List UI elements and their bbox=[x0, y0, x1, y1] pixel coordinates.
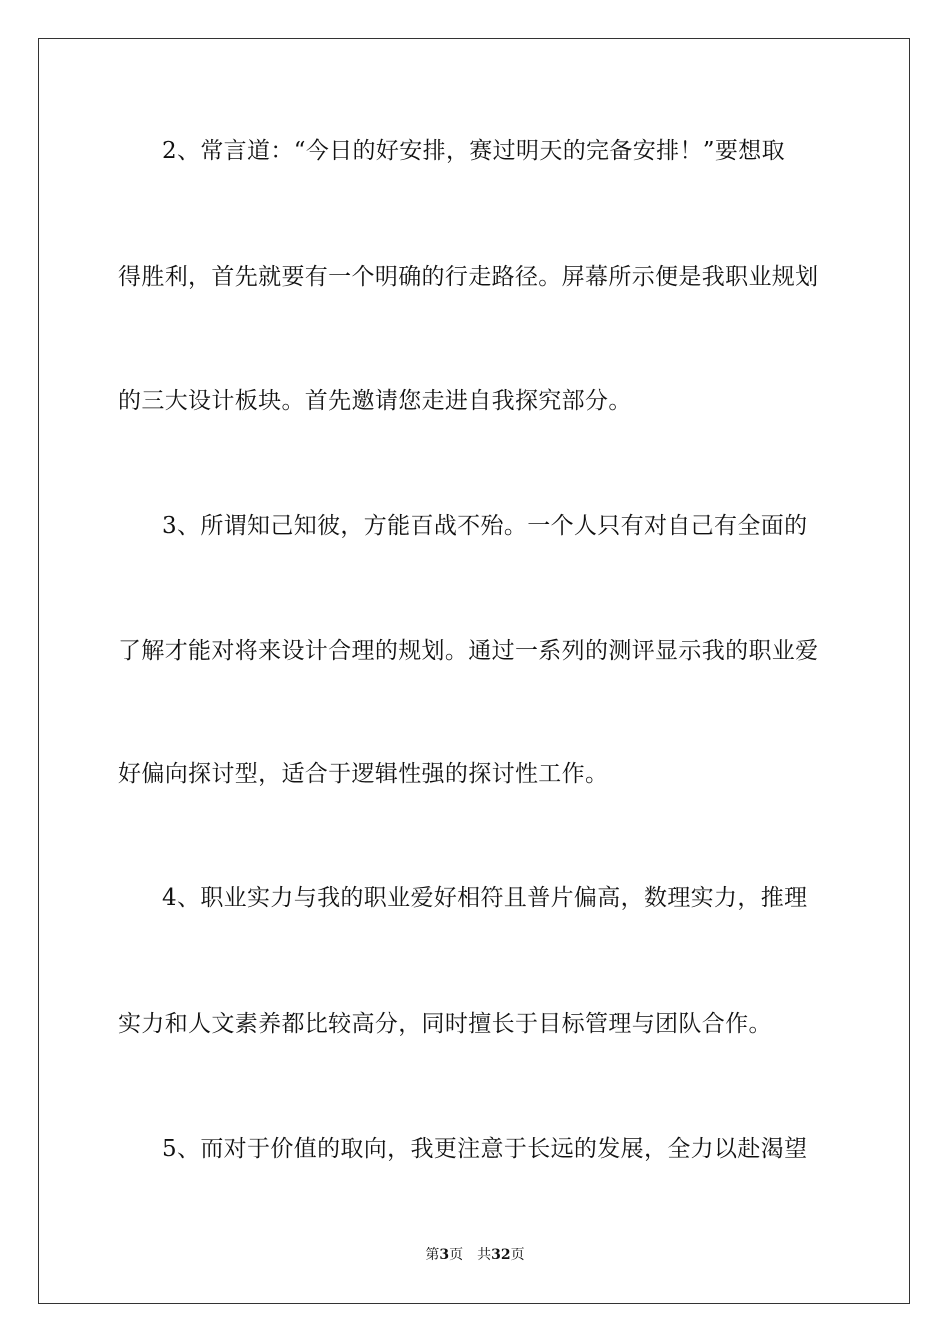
paragraph-3-line-1: 3、所谓知己知彼，方能百战不殆。一个人只有对自己有全面的 bbox=[162, 513, 808, 539]
paragraph-4-line-2: 实力和人文素养都比较高分，同时擅长于目标管理与团队合作。 bbox=[118, 1011, 772, 1037]
page-number: 3 bbox=[439, 1247, 450, 1263]
page-prefix: 第 bbox=[425, 1247, 440, 1263]
page-border bbox=[38, 38, 910, 1304]
paragraph-4-line-1: 4、职业实力与我的职业爱好相符且普片偏高，数理实力，推理 bbox=[162, 885, 808, 911]
total-suffix: 页 bbox=[510, 1247, 525, 1263]
paragraph-3-line-3: 好偏向探讨型，适合于逻辑性强的探讨性工作。 bbox=[118, 761, 609, 787]
paragraph-2-line-3: 的三大设计板块。首先邀请您走进自我探究部分。 bbox=[118, 388, 632, 414]
page-suffix: 页 bbox=[449, 1247, 464, 1263]
paragraph-5-line-1: 5、而对于价值的取向，我更注意于长远的发展，全力以赴渴望 bbox=[162, 1136, 808, 1162]
total-pages: 32 bbox=[491, 1247, 511, 1263]
page-footer bbox=[0, 1245, 950, 1265]
total-prefix: 共 bbox=[477, 1247, 492, 1263]
paragraph-2-line-1: 2、常言道：“今日的好安排，赛过明天的完备安排！”要想取 bbox=[162, 138, 785, 164]
paragraph-2-line-2: 得胜利，首先就要有一个明确的行走路径。屏幕所示便是我职业规划 bbox=[118, 264, 819, 290]
paragraph-3-line-2: 了解才能对将来设计合理的规划。通过一系列的测评显示我的职业爱 bbox=[118, 638, 819, 664]
